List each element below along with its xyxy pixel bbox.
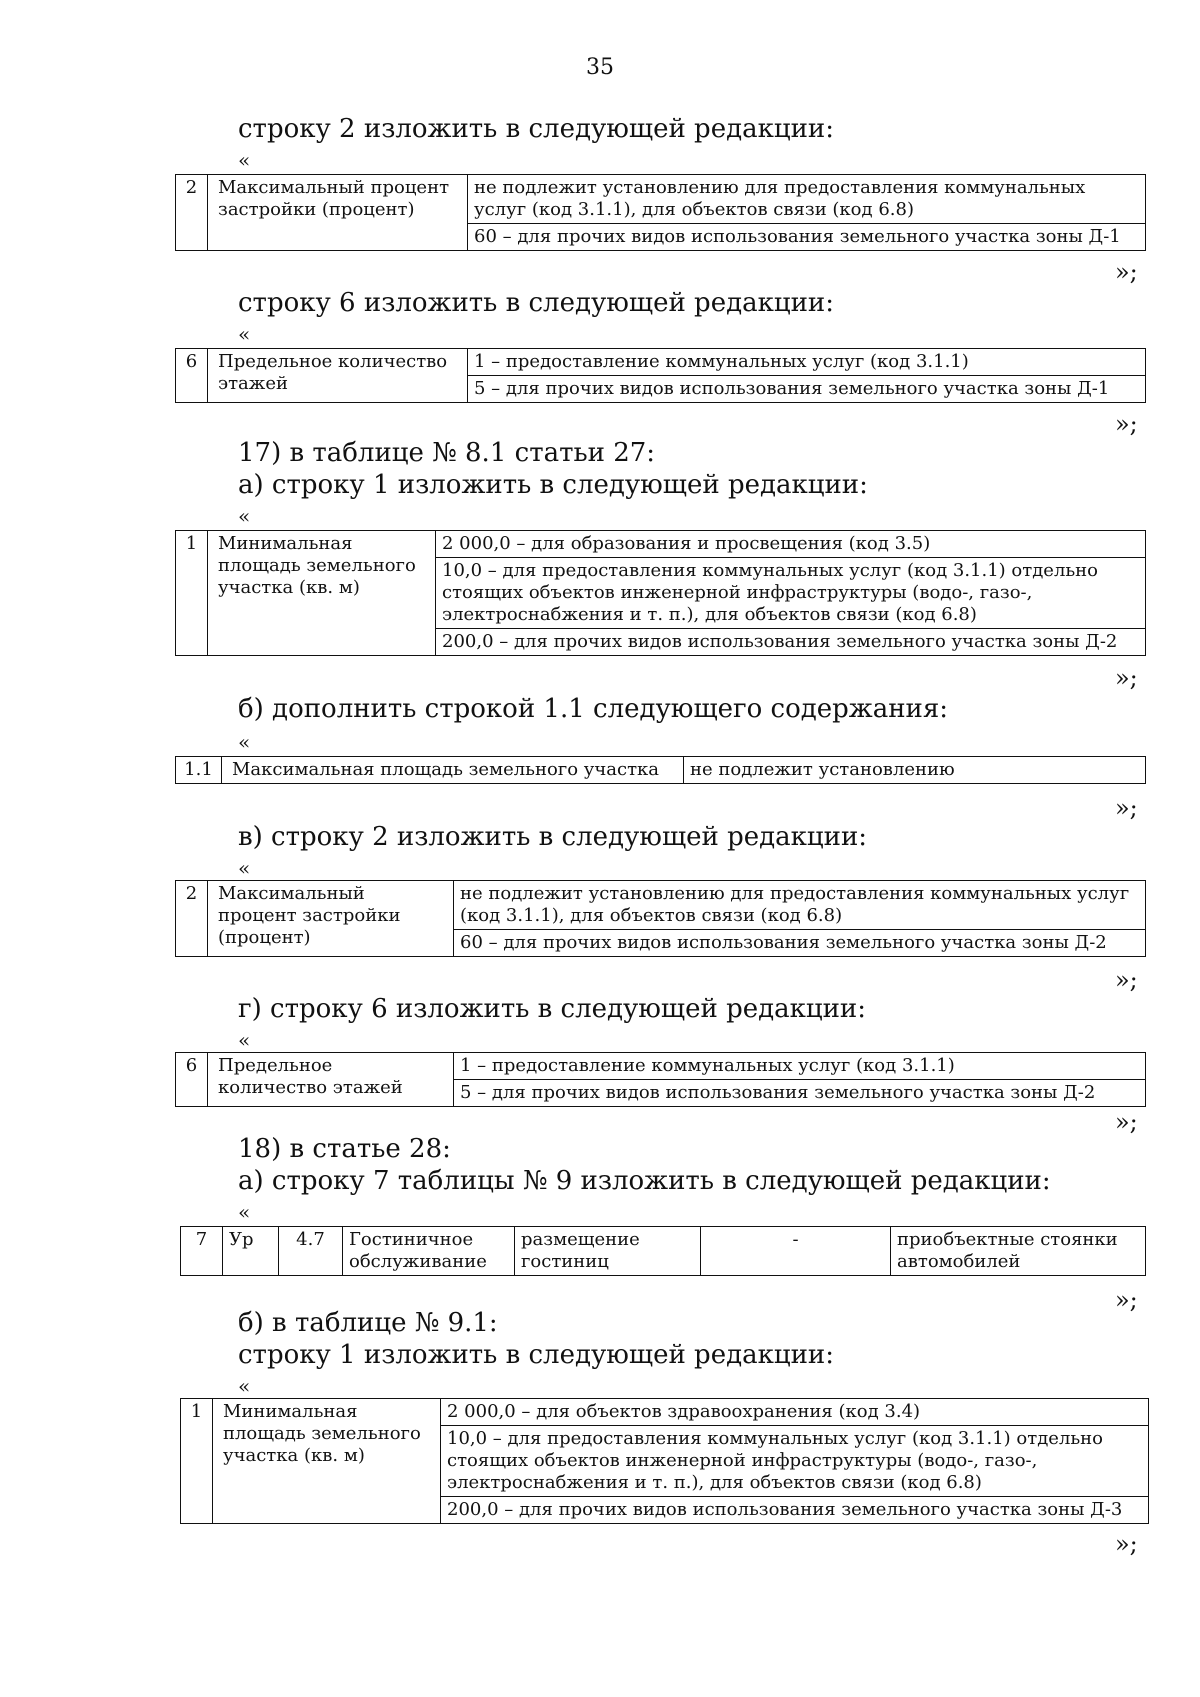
closing-quote: »; (1115, 258, 1138, 286)
row-value: не подлежит установлению для предоставления коммунальных услуг (код 3.1.1), для объектов связи (код 6.8) (468, 175, 1146, 224)
amendment-table (175, 348, 1146, 403)
row-value: 5 – для прочих видов использования земельного участка зоны Д-2 (454, 1080, 1146, 1107)
closing-quote: »; (1115, 1286, 1138, 1314)
row-label: Минимальная площадь земельного участка (кв. м) (213, 1399, 441, 1524)
zone-code: Ур (223, 1227, 279, 1276)
row-label: Минимальная площадь земельного участка (кв. м) (208, 531, 436, 656)
section-heading: строку 2 изложить в следующей редакции: (238, 114, 834, 144)
section-heading: строку 6 изложить в следующей редакции: (238, 288, 834, 318)
closing-quote: »; (1115, 664, 1138, 692)
use-name: Гостиничное обслуживание (343, 1227, 515, 1276)
row-label: Максимальный процент застройки (процент) (208, 175, 468, 251)
row-value: 1 – предоставление коммунальных услуг (код 3.1.1) (454, 1053, 1146, 1080)
section-subheading: а) строку 1 изложить в следующей редакции: (238, 470, 868, 500)
row-number: 6 (176, 1053, 208, 1107)
row-number: 1.1 (176, 757, 222, 784)
row-number: 7 (181, 1227, 223, 1276)
page-number: 35 (586, 55, 614, 80)
section-subheading: строку 1 изложить в следующей редакции: (238, 1340, 834, 1370)
table-row (176, 757, 1146, 784)
closing-quote: »; (1115, 794, 1138, 822)
table-row (176, 1053, 1146, 1080)
table-row (181, 1399, 1149, 1426)
amendment-table (180, 1398, 1149, 1524)
row-number: 1 (176, 531, 208, 656)
use-description: размещение гостиниц (515, 1227, 701, 1276)
row-label: Предельное количество этажей (208, 349, 468, 403)
amendment-table (180, 1226, 1146, 1276)
table-row (176, 881, 1146, 930)
auxiliary-use: приобъектные стоянки автомобилей (891, 1227, 1146, 1276)
row-value: 200,0 – для прочих видов использования земельного участка зоны Д-2 (436, 629, 1146, 656)
row-number: 6 (176, 349, 208, 403)
opening-quote: « (238, 1200, 251, 1224)
amendment-table (175, 756, 1146, 784)
opening-quote: « (238, 504, 251, 528)
row-number: 1 (181, 1399, 213, 1524)
amendment-table (175, 530, 1146, 656)
closing-quote: »; (1115, 966, 1138, 994)
row-label: Предельное количество этажей (208, 1053, 454, 1107)
closing-quote: »; (1115, 1108, 1138, 1136)
row-value: не подлежит установлению для предоставления коммунальных услуг (код 3.1.1), для объектов связи (код 6.8) (454, 881, 1146, 930)
row-value: 1 – предоставление коммунальных услуг (код 3.1.1) (468, 349, 1146, 376)
section-heading: г) строку 6 изложить в следующей редакции: (238, 994, 867, 1024)
section-heading: б) в таблице № 9.1: (238, 1308, 498, 1338)
amendment-table (175, 880, 1146, 957)
row-label: Максимальный процент застройки (процент) (208, 881, 454, 957)
amendment-table (175, 1052, 1146, 1107)
section-heading: в) строку 2 изложить в следующей редакции: (238, 822, 868, 852)
row-value: не подлежит установлению (684, 757, 1146, 784)
table-row (176, 175, 1146, 224)
opening-quote: « (238, 148, 251, 172)
section-heading: 17) в таблице № 8.1 статьи 27: (238, 438, 656, 468)
row-value: 10,0 – для предоставления коммунальных услуг (код 3.1.1) отдельно стоящих объектов инженерной инфраструктуры (водо-, газо-, электроснабжения и т. п.), для объектов связи (код 6.8) (436, 558, 1146, 629)
row-value: 200,0 – для прочих видов использования земельного участка зоны Д-3 (441, 1497, 1149, 1524)
table-row (181, 1227, 1146, 1276)
table-row (176, 349, 1146, 376)
row-value: 60 – для прочих видов использования земельного участка зоны Д-2 (454, 930, 1146, 957)
opening-quote: « (238, 322, 251, 346)
empty-cell: - (701, 1227, 891, 1276)
table-row (176, 531, 1146, 558)
row-value: 2 000,0 – для образования и просвещения (код 3.5) (436, 531, 1146, 558)
opening-quote: « (238, 1374, 251, 1398)
row-value: 60 – для прочих видов использования земельного участка зоны Д-1 (468, 224, 1146, 251)
row-value: 5 – для прочих видов использования земельного участка зоны Д-1 (468, 376, 1146, 403)
row-label: Максимальная площадь земельного участка (222, 757, 684, 784)
opening-quote: « (238, 730, 251, 754)
row-number: 2 (176, 881, 208, 957)
section-heading: б) дополнить строкой 1.1 следующего содержания: (238, 694, 949, 724)
use-code: 4.7 (279, 1227, 343, 1276)
row-number: 2 (176, 175, 208, 251)
section-subheading: а) строку 7 таблицы № 9 изложить в следующей редакции: (238, 1166, 1051, 1196)
row-value: 2 000,0 – для объектов здравоохранения (код 3.4) (441, 1399, 1149, 1426)
row-value: 10,0 – для предоставления коммунальных услуг (код 3.1.1) отдельно стоящих объектов инженерной инфраструктуры (водо-, газо-, электроснабжения и т. п.), для объектов связи (код 6.8) (441, 1426, 1149, 1497)
closing-quote: »; (1115, 1530, 1138, 1558)
opening-quote: « (238, 856, 251, 880)
amendment-table (175, 174, 1146, 251)
closing-quote: »; (1115, 410, 1138, 438)
section-heading: 18) в статье 28: (238, 1134, 451, 1164)
opening-quote: « (238, 1028, 251, 1052)
